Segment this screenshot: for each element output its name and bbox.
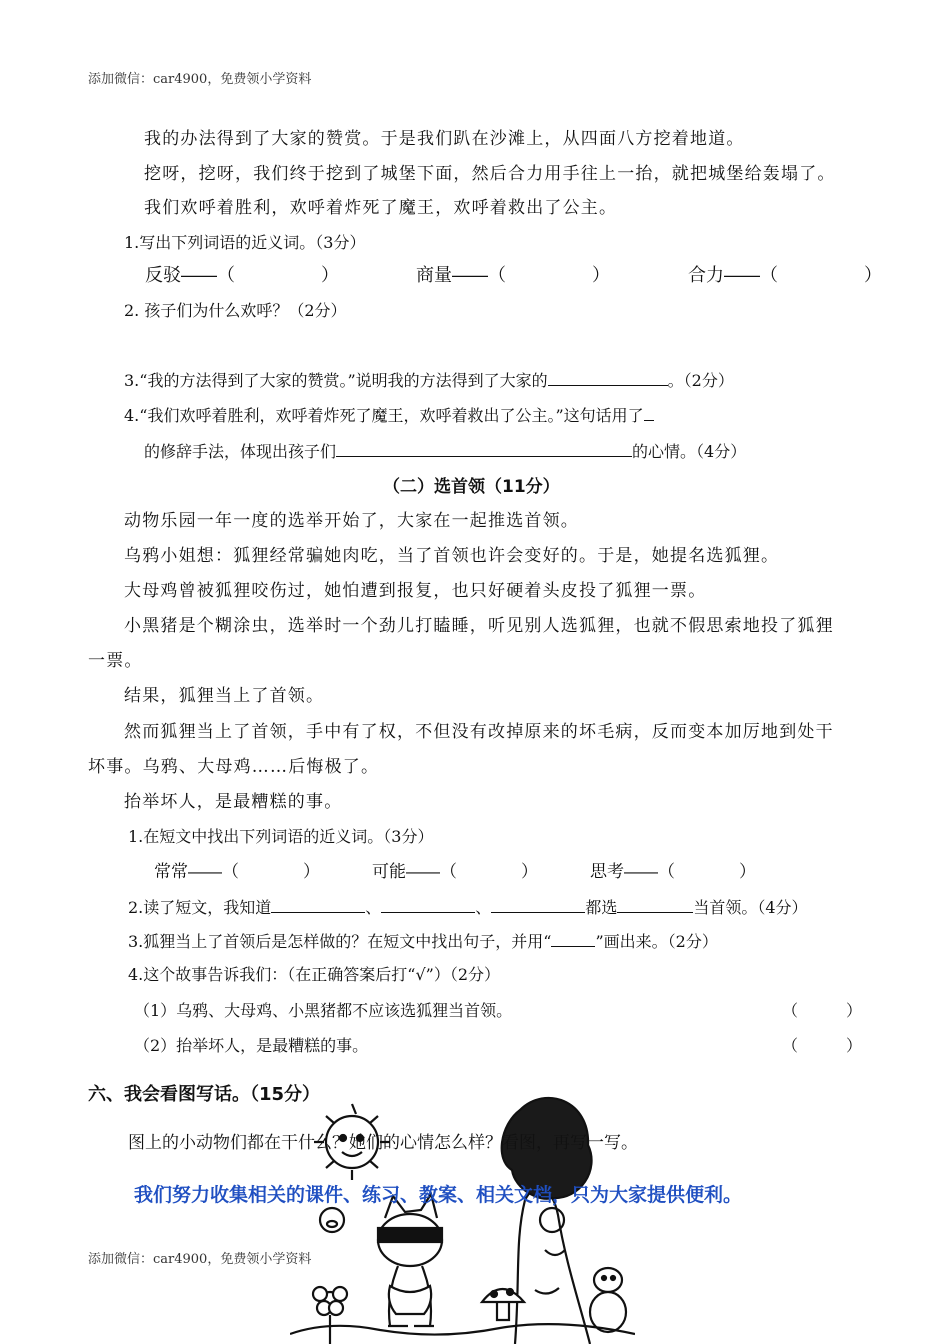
option-2-checkbox[interactable]: （ ） <box>782 1036 863 1055</box>
word-label: 反驳——（ <box>145 265 235 285</box>
underline-sample <box>551 930 595 947</box>
passage-line: 一票。 <box>88 651 143 671</box>
word-label: 商量——（ <box>416 265 506 285</box>
answer-blank[interactable] <box>336 440 632 457</box>
question-2-4: 4.这个故事告诉我们：（在正确答案后打“√”）（2分） <box>128 965 501 984</box>
puppy-icon <box>590 1268 626 1332</box>
answer-blank[interactable] <box>271 896 365 913</box>
passage-line: 乌鸦小姐想：狐狸经常骗她肉吃，当了首领也许会变好的。于是，她提名选狐狸。 <box>124 546 780 566</box>
question-2-1: 1.在短文中找出下列词语的近义词。（3分） <box>128 827 434 846</box>
answer-blank[interactable] <box>548 369 668 386</box>
question-2-2: 2.读了短文，我知道 、 、 都选 当首领。（4分） <box>128 898 808 917</box>
question-4-line-2: 的修辞手法，体现出孩子们 的心情。（4分） <box>144 442 747 461</box>
passage-line: 我们欢呼着胜利，欢呼着炸死了魔王，欢呼着救出了公主。 <box>144 198 618 218</box>
section-title-6: 六、我会看图写话。（15分） <box>88 1084 321 1105</box>
question-4: 4.“我们欢呼着胜利，欢呼着炸死了魔王，欢呼着救出了公主。”这句话用了 <box>124 404 654 427</box>
question-1: 1.写出下列词语的近义词。（3分） <box>124 233 366 252</box>
question-2-3: 3.狐狸当上了首领后是怎样做的？在短文中找出句子，并用“ ”画出来。（2分） <box>128 932 718 951</box>
passage-line: 小黑猪是个糊涂虫，选举时一个劲儿打瞌睡，听见别人选狐狸，也就不假思索地投了狐狸 <box>124 616 834 636</box>
option-1: （1）乌鸦、大母鸡、小黑猪都不应该选狐狸当首领。 <box>134 1001 513 1020</box>
answer-blank[interactable] <box>644 404 654 421</box>
synonym-fill-4: 常常——（ ） <box>154 862 320 881</box>
option-2: （2）抬举坏人，是最糟糕的事。 <box>134 1036 369 1055</box>
synonym-fill-1: 反驳——（ ） <box>145 265 339 285</box>
passage-line: 动物乐园一年一度的选举开始了，大家在一起推选首领。 <box>124 511 579 531</box>
promo-banner: 我们努力收集相关的课件、练习、教案、相关文档，只为大家提供便利。 <box>134 1184 743 1206</box>
option-1-checkbox[interactable]: （ ） <box>782 1001 863 1020</box>
cartoon-illustration <box>290 1090 635 1344</box>
synonym-fill-2: 商量——（ ） <box>416 265 610 285</box>
synonym-fill-6: 思考——（ ） <box>590 862 756 881</box>
pig-icon <box>320 1208 344 1232</box>
passage-line: 抬举坏人，是最糟糕的事。 <box>124 792 343 812</box>
passage-line: 然而狐狸当上了首领，手中有了权，不但没有改掉原来的坏毛病，反而变本加厉地到处干 <box>124 722 834 742</box>
answer-blank[interactable] <box>381 896 475 913</box>
passage-line: 坏事。乌鸦、大母鸡……后悔极了。 <box>88 757 380 777</box>
cat-icon <box>378 1194 442 1326</box>
answer-blank[interactable] <box>617 896 693 913</box>
passage-line: 我的办法得到了大家的赞赏。于是我们趴在沙滩上，从四面八方挖着地道。 <box>144 129 745 149</box>
page-footer: 添加微信：car4900，免费领小学资料 <box>88 1252 312 1267</box>
page-header: 添加微信：car4900，免费领小学资料 <box>88 72 312 87</box>
word-label: 合力——（ <box>688 265 778 285</box>
answer-blank[interactable] <box>491 896 585 913</box>
passage-line: 挖呀，挖呀，我们终于挖到了城堡下面，然后合力用手往上一抬，就把城堡给轰塌了。 <box>144 164 836 184</box>
synonym-fill-5: 可能——（ ） <box>372 862 538 881</box>
section-title-2: （二）选首领（11分） <box>383 477 560 497</box>
passage-line: 大母鸡曾被狐狸咬伤过，她怕遭到报复，也只好硬着头皮投了狐狸一票。 <box>124 581 707 601</box>
synonym-fill-3: 合力——（ ） <box>688 265 882 285</box>
passage-line: 结果，狐狸当上了首领。 <box>124 686 325 706</box>
flower-icon <box>313 1287 347 1344</box>
question-3: 3.“我的方法得到了大家的赞赏。”说明我的方法得到了大家的 。（2分） <box>124 371 734 390</box>
question-2: 2. 孩子们为什么欢呼？（2分） <box>124 301 347 320</box>
writing-prompt: 图上的小动物们都在干什么？她们的心情怎么样？看图，再写一写。 <box>128 1133 638 1153</box>
